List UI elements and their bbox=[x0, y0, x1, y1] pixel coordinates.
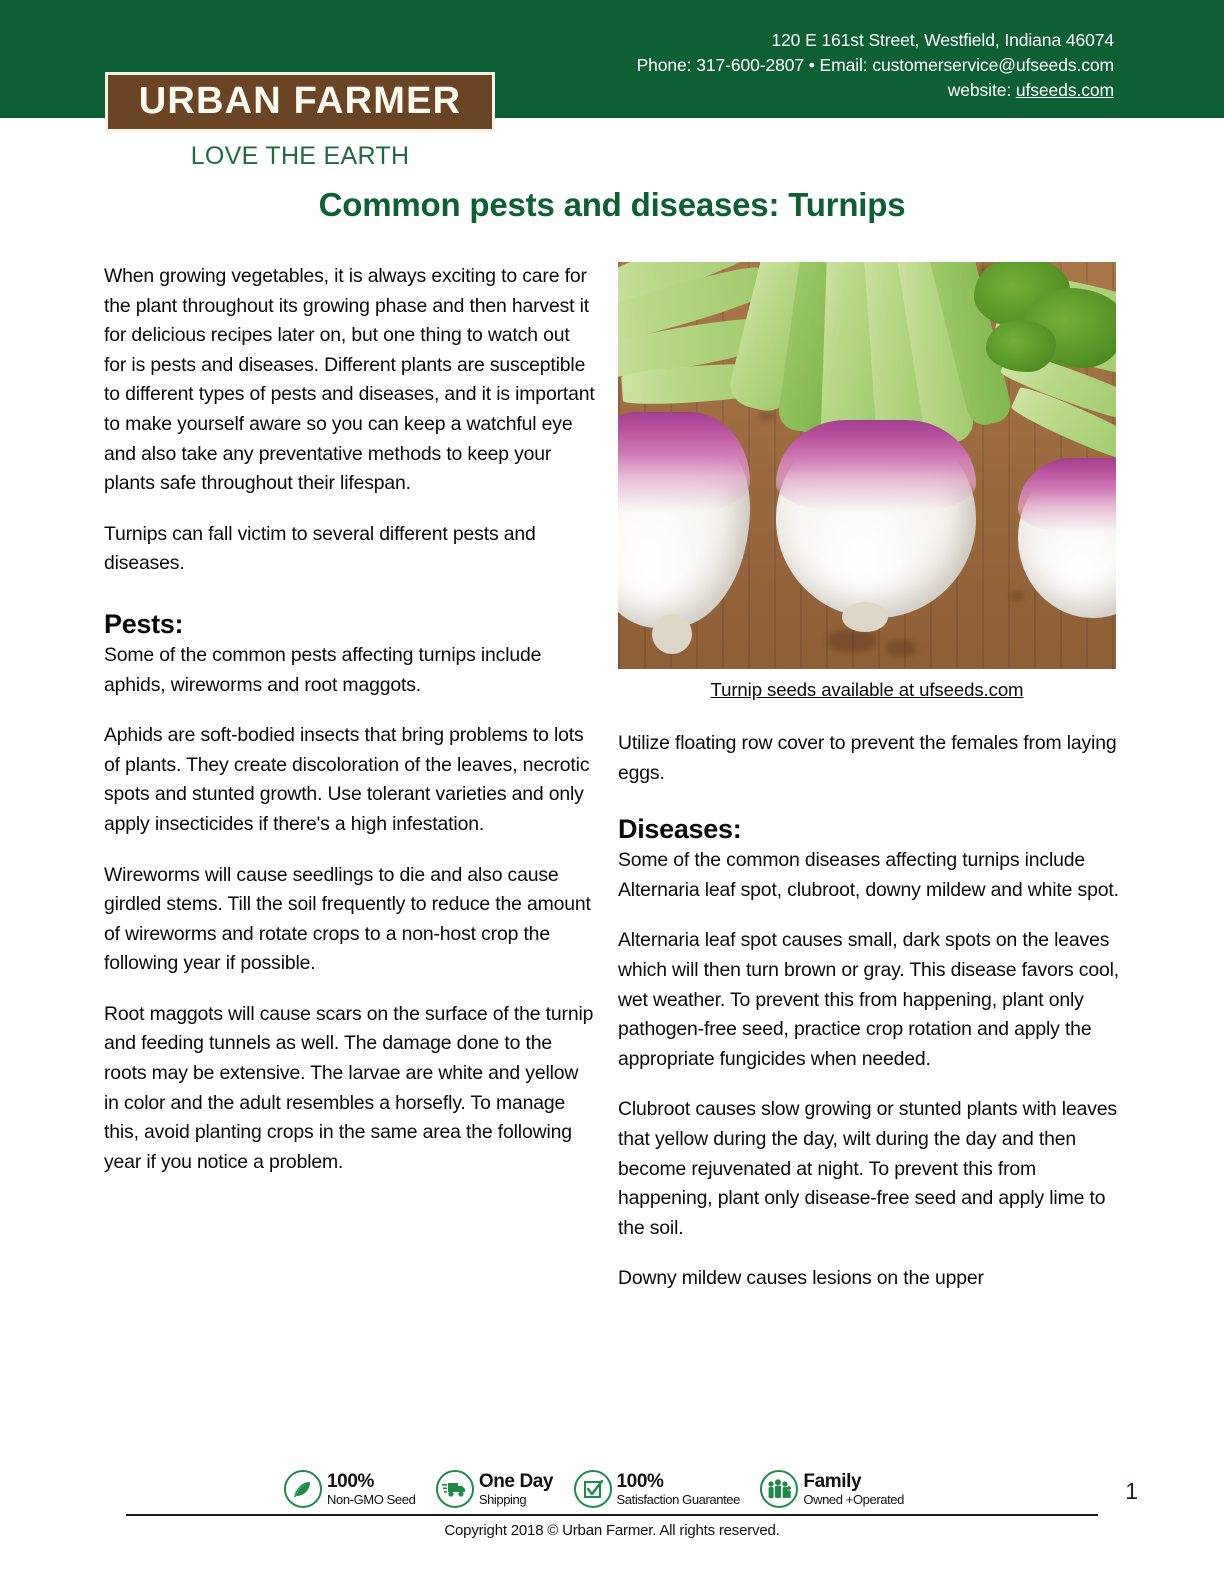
turnip-bulb-right bbox=[1018, 458, 1116, 618]
family-icon bbox=[760, 1470, 798, 1508]
footer-divider bbox=[126, 1514, 1098, 1516]
heading-pests: Pests: bbox=[104, 608, 184, 639]
badge-one-day-shipping-text bbox=[479, 1472, 553, 1506]
badge-family-owned-subtitle: Owned +Operated bbox=[803, 1492, 904, 1507]
paragraph-diseases-intro: Some of the common diseases affecting turnips include Alternaria leaf spot, clubroot, downy mildew and white spot. bbox=[618, 849, 1119, 901]
badge-satisfaction bbox=[574, 1470, 740, 1508]
logo-tagline: LOVE THE EARTH bbox=[190, 142, 410, 170]
badge-family-owned-text bbox=[803, 1472, 904, 1506]
badge-one-day-shipping-subtitle: Shipping bbox=[478, 1492, 527, 1507]
paragraph-aphids: Aphids are soft-bodied insects that bring problems to lots of plants. They create discoloration of the leaves, necrotic spots and stunted growth. Use tolerant varieties and only apply insecticides if there's a high infestation. bbox=[104, 724, 590, 835]
badge-non-gmo-title: 100% bbox=[327, 1471, 374, 1492]
page-footer bbox=[0, 1462, 1224, 1584]
trust-badges bbox=[284, 1470, 904, 1508]
pests-text bbox=[104, 641, 596, 1178]
check-box-icon bbox=[574, 1470, 612, 1508]
right-column-text bbox=[618, 729, 1120, 788]
truck-icon bbox=[436, 1470, 474, 1508]
paragraph-alternaria: Alternaria leaf spot causes small, dark spots on the leaves which will then turn brown or gray. This disease favors cool, wet weather. To prevent this from happening, plant only pathogen-free seed, practice crop rotation and apply the appropriate fungicides when needed. bbox=[618, 929, 1119, 1070]
badge-non-gmo-text bbox=[327, 1472, 415, 1506]
paragraph-downy-mildew: Downy mildew causes lesions on the upper bbox=[618, 1267, 984, 1290]
photo-caption[interactable]: Turnip seeds available at ufseeds.com bbox=[710, 679, 1024, 700]
leaf-icon bbox=[284, 1470, 322, 1508]
website-link[interactable]: ufseeds.com bbox=[1015, 79, 1114, 100]
paragraph-intro: When growing vegetables, it is always exciting to care for the plant throughout its growing phase and then harvest it for delicious recipes later on, but one thing to watch out for is pests and diseases. Different plants are susceptible to different types of pests and diseases, and it is important to make yourself aware so you can keep a watchful eye and also take any preventative methods to keep your plants safe throughout their lifespan. bbox=[104, 265, 595, 495]
company-phone-email: Phone: 317-600-2807 • Email: customerservice@ufseeds.com bbox=[636, 54, 1114, 75]
turnip-photo bbox=[618, 262, 1116, 669]
heading-diseases: Diseases: bbox=[618, 814, 742, 845]
photo-wood-background bbox=[618, 262, 1116, 669]
paragraph-row-cover: Utilize floating row cover to prevent the females from laying eggs. bbox=[618, 732, 1117, 784]
company-address: 120 E 161st Street, Westfield, Indiana 46074 bbox=[771, 30, 1114, 50]
badge-satisfaction-title: 100% bbox=[616, 1471, 664, 1492]
badge-family-owned-title: Family bbox=[803, 1471, 862, 1492]
paragraph-clubroot: Clubroot causes slow growing or stunted plants with leaves that yellow during the day, wilt during the day and then become rejuvenated at night. To prevent this from happening, plant only disease-free seed and apply lime to the soil. bbox=[618, 1098, 1117, 1239]
left-column bbox=[104, 262, 596, 1177]
turnip-bulb-center bbox=[776, 420, 976, 618]
badge-family-owned bbox=[760, 1470, 904, 1508]
paragraph-intro-2: Turnips can fall victim to several different pests and diseases. bbox=[104, 522, 536, 575]
logo-box bbox=[105, 72, 495, 132]
page-number: 1 bbox=[1125, 1478, 1138, 1504]
article-body bbox=[104, 262, 1120, 1457]
badge-non-gmo-subtitle: Non-GMO Seed bbox=[327, 1492, 416, 1507]
badge-one-day-shipping-title: One Day bbox=[478, 1471, 554, 1492]
page-title: Common pests and diseases: Turnips bbox=[318, 186, 906, 223]
paragraph-wireworms: Wireworms will cause seedlings to die and also cause girdled stems. Till the soil frequently to reduce the amount of wireworms and rotate crops to a non-host crop the following year if possible. bbox=[104, 863, 591, 975]
badge-non-gmo bbox=[284, 1470, 415, 1508]
brand-logo bbox=[105, 72, 495, 171]
header-contact-info bbox=[494, 28, 1114, 103]
paragraph-pests-intro: Some of the common pests affecting turnips include aphids, wireworms and root maggots. bbox=[104, 643, 542, 696]
company-website-line bbox=[494, 78, 1114, 103]
website-label: website: bbox=[947, 79, 1016, 100]
paragraph-root-maggots: Root maggots will cause scars on the surface of the turnip and feeding tunnels as well. The damage done to the roots may be extensive. The larvae are white and yellow in color and the adult resembles a horsefly. To manage this, avoid planting crops in the same area the following year if you notice a problem. bbox=[104, 1002, 594, 1173]
left-column-text bbox=[104, 262, 596, 579]
logo-wordmark: URBAN FARMER bbox=[138, 80, 462, 122]
badge-satisfaction-subtitle: Satisfaction Guarantee bbox=[616, 1492, 740, 1507]
badge-one-day-shipping bbox=[436, 1470, 553, 1508]
right-column bbox=[618, 262, 1120, 1294]
badge-satisfaction-text bbox=[617, 1472, 740, 1506]
diseases-text bbox=[618, 846, 1120, 1294]
copyright-notice: Copyright 2018 © Urban Farmer. All rights reserved. bbox=[444, 1522, 780, 1539]
turnip-bulb-left bbox=[618, 412, 750, 628]
